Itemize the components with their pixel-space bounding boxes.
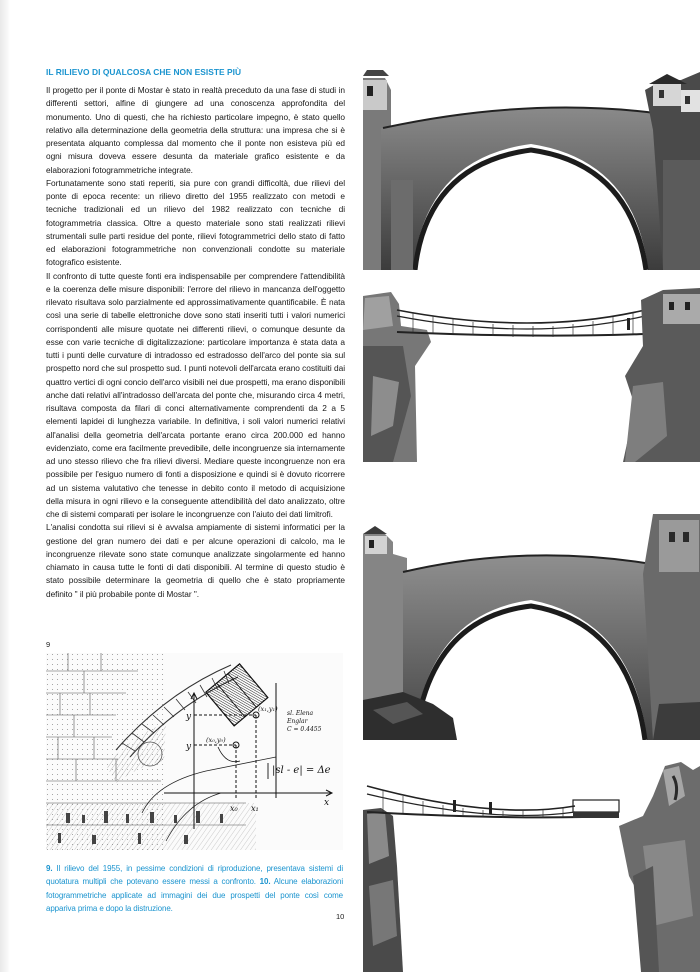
article-heading: IL RILIEVO DI QUALCOSA CHE NON ESISTE PIÙ [46, 67, 242, 77]
figure-9-number: 9 [46, 640, 51, 649]
photo-bridge-north-before [363, 70, 700, 270]
annotation-x1: x₁ [251, 804, 259, 813]
annotation-point1: (x₁,y₁) [258, 705, 278, 713]
caption-10-number: 10. [259, 877, 271, 887]
caption-9-number: 9. [46, 864, 53, 873]
caption-10-text: Alcune elaborazioni fotogrammetriche applicate ad immagini dei due prospetti del ponte così come appariva prima e dopo la distruzione. [46, 877, 343, 914]
article-body [46, 66, 345, 601]
figure-9-survey-sketch [46, 653, 343, 850]
figure-caption [46, 862, 343, 916]
paragraph-3: Il confronto di tutte queste fonti era indispensabile per comprendere l'attendibilità e la coerenza delle misure disponibili: l'errore del rilievo in mancanza dell'oggetto rilevato risultava solo parzialmente ed approssimativamente quantificabile. È nata così una serie di tabelle elettroniche dove sono stati inseriti tutti i valori numerici corrispondenti alle misure quotate nei differenti rilievi, o comunque desunte da esse con varie tecniche di digitalizzazione: particolare importanza è stata data a tutti i punti delle curvature di intradosso ed estradosso dell'arco del ponte sia sul prospetto nord che sul prospetto sud. I punti notevoli dell'arcata erano costituiti dai quattro vertici di ogni concio dell'arco visibili nei due prospetti, ma erano disponibili anche dati relativi all'intradosso dell'arcata del ponte che, misurando circa 4 metri, risultava composta da filari di conci alternativamente comprendenti da 2 a 5 elementi lapidei di lunghezza variabile. In definitiva, i soli valori numerici relativi all'analisi della geometria dell'arcata portante erano circa 200.000 ed hanno evidenziato, come era facilmente prevedibile, delle incongruenze sia internamente ad uno stesso rilievo che fra rilievi diversi. Mediare queste incongruenze non era possibile per l'esiguo numero di fonti a disposizione e quindi si è dovuto ricorrere ad un sistema valutativo che tenesse in debito conto il metodo di acquisizione della misura in ogni rilievo e la conseguente attendibilità del dato analizzato, oltre che di sistemi comparati per isolare le incongruenze con l'aiuto dei dati limitrofi. [46, 270, 345, 519]
annotation-x-axis: x [324, 798, 330, 808]
page-number: 10 [336, 912, 345, 921]
annotation-x0: x₀ [230, 804, 238, 813]
paragraph-4: L'analisi condotta sui rilievi si è avvalsa ampiamente di sistemi informatici per la gestione del gran numero dei dati e per alcune operazioni di calcolo, ma le incongruenze rilevate sono state comunque analizzate singolarmente ed hanno chiamato in causa tutte le fonti di dati disponibili. Al termine di questo studio è stato possibile determinare la geometria di quello che è stato propriamente definito " il più probabile ponte di Mostar ". [46, 522, 345, 599]
photo-bridge-south-after [363, 756, 700, 972]
page-binding-edge [0, 0, 10, 972]
annotation-y0: y [186, 742, 192, 752]
paragraph-1: Il progetto per il ponte di Mostar è stato in realtà preceduto da una fase di studi in differenti settori, alfine di giungere ad una conoscenza approfondita del monumento. Uno di questi, che ha richiesto particolare impegno, è stato quello relativo alla determinazione della geometria della struttura: una impresa che si è presentata alquanto complessa dal momento che il ponte non esisteva più ed ogni misura doveva essere desunta da materiale grafico esistente e da elaborazioni fotogrammetriche integrate. [46, 85, 345, 175]
annotation-formula: |sl - e| = Δe [272, 765, 331, 776]
annotation-y1: y [186, 712, 192, 722]
annotation-right-note: sl. Elena Englar C = 0.4455 [287, 710, 322, 733]
caption-9-text: Il rilievo del 1955, in pessime condizioni di riproduzione, presentava sistemi di quotatura multipli che potevano essere messi a confronto. [46, 864, 343, 887]
annotation-point0: (x₀,y₀) [206, 736, 226, 744]
survey-sketch-drawing [46, 653, 343, 850]
paragraph-2: Fortunatamente sono stati reperiti, sia pure con grandi difficoltà, due rilievi del ponte di epoca recente: un rilievo diretto del 1955 realizzato con metodi e tecniche tradizionali ed un rilievo del 1982 realizzato con tecniche di fotogrammetria classica. Oltre a questo materiale sono stati realizzati rilievi strumentali sulle parti residue del ponte, rilievi fotogrammetrici dello stato di fatto ed elaborazioni fotogrammetriche non convenzionali condotte su materiale fotografico esistente. [46, 177, 345, 268]
photo-bridge-north-after [363, 286, 700, 462]
photo-bridge-south-before [363, 514, 700, 740]
